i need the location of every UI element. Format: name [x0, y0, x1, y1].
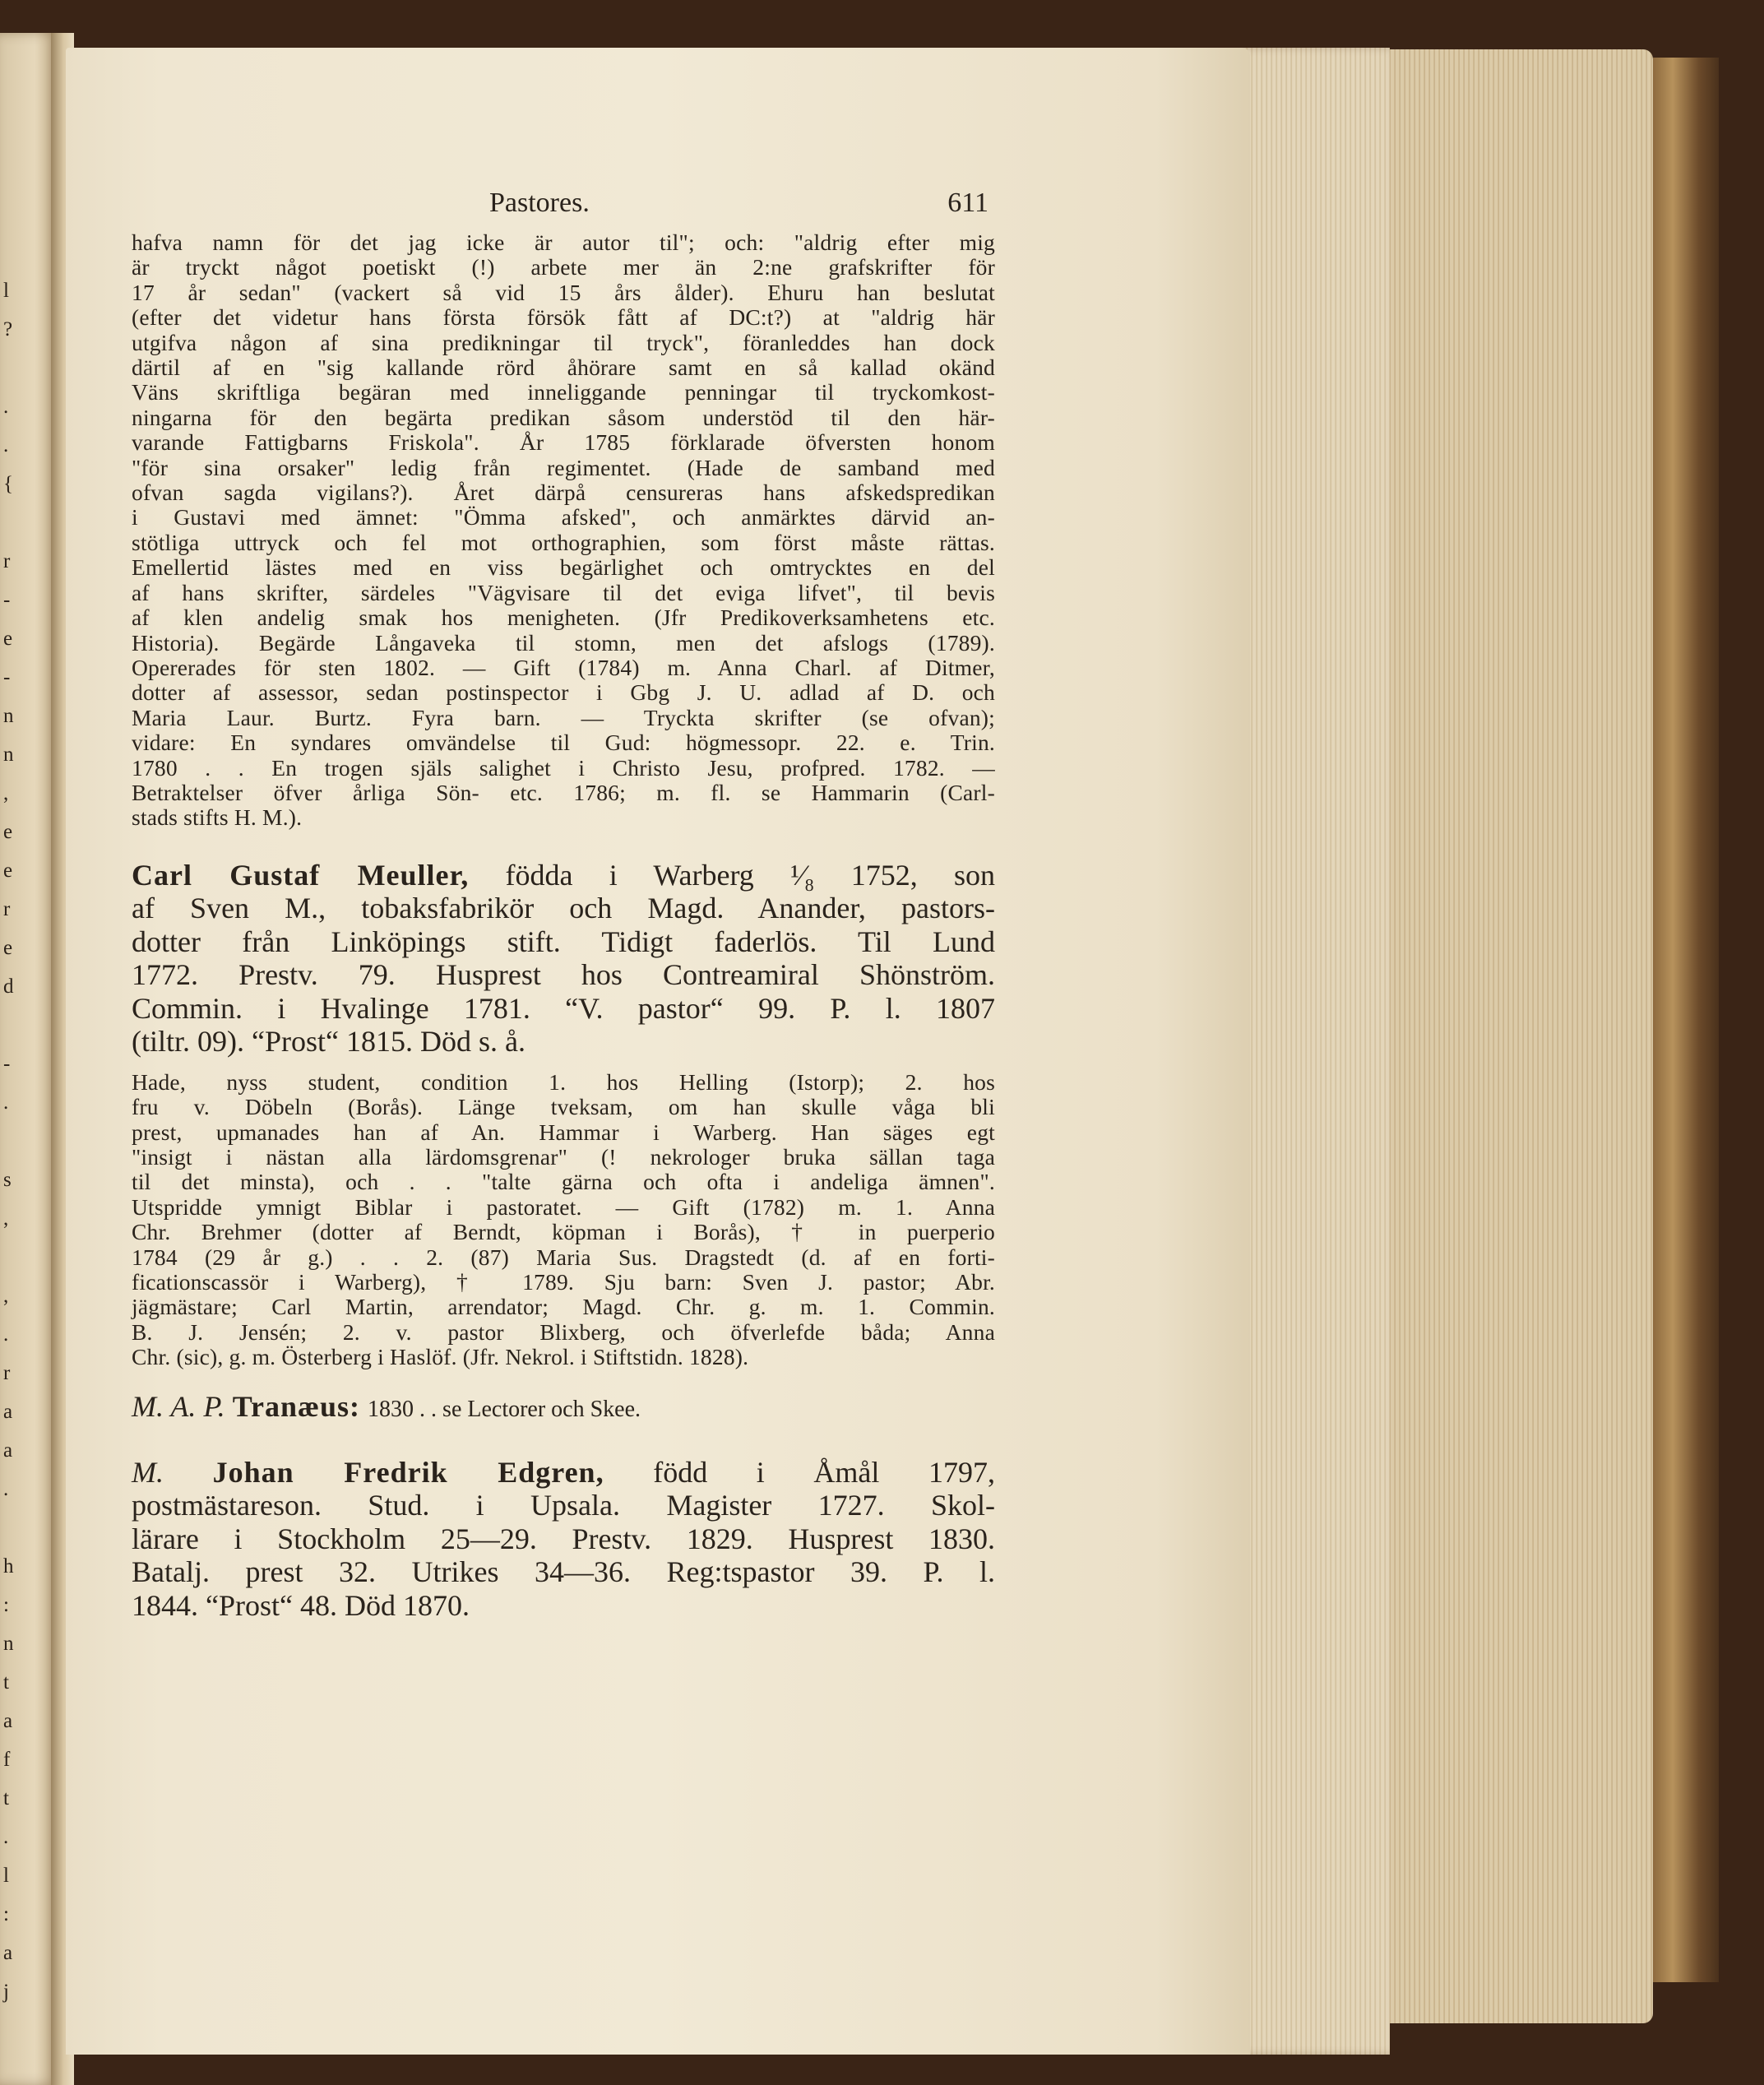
margin-letter: t: [3, 1787, 9, 1809]
meuller-note-line: til det minsta), och . . "talte gärna och ofta i andeliga ämnen".: [132, 1169, 995, 1195]
meuller-head-line: 1772. Prestv. 79. Husprest hos Contreamiral Shönström.: [132, 958, 995, 992]
left-facing-page: [0, 33, 58, 2085]
meuller-heading: [132, 859, 995, 1059]
margin-letter: -: [3, 1053, 11, 1075]
margin-letter: :: [3, 1594, 9, 1616]
continuation-line: ofvan sagda vigilans?). Året därpå censureras hans afskedspredikan: [132, 480, 995, 506]
margin-letter: a: [3, 1401, 13, 1423]
margin-letter: .: [3, 1478, 9, 1500]
margin-letter: e: [3, 628, 13, 650]
margin-letter: h: [3, 1555, 14, 1578]
meuller-head-text: födda i Warberg ¹⁄₈ 1752, son: [505, 858, 996, 892]
continuation-line: stads stifts H. M.).: [132, 804, 303, 831]
meuller-notes: [132, 1070, 995, 1370]
meuller-line-1: [132, 859, 995, 892]
continuation-line: därtil af en "sig kallande rörd åhörare samt en så kallad okänd: [132, 354, 995, 381]
continuation-line: ningarna för den begärta predikan såsom understöd til den här-: [132, 404, 995, 430]
meuller-note-line: B. J. Jensén; 2. v. pastor Blixberg, och öfverlefde båda; Anna: [132, 1318, 995, 1345]
meuller-note-line: jägmästare; Carl Martin, arrendator; Magd. Chr. g. m. 1. Commin.: [132, 1294, 995, 1320]
continuation-line: Maria Laur. Burtz. Fyra barn. — Tryckta skrifter (se ofvan);: [132, 704, 995, 730]
edgren-line: Batalj. prest 32. Utrikes 34—36. Reg:tspastor 39. P. l.: [132, 1555, 995, 1589]
meuller-head-line: dotter från Linköpings stift. Tidigt faderlös. Til Lund: [132, 924, 995, 958]
margin-letter: ,: [3, 1285, 9, 1307]
entry-edgren: [132, 1456, 995, 1623]
margin-letter: .: [3, 1323, 9, 1346]
continuation-line: Emellertid lästes med en viss begärlighet och omtrycktes en del: [132, 554, 995, 581]
edgren-heading: [132, 1456, 995, 1623]
margin-letter: n: [3, 1633, 14, 1655]
continuation-line: "för sina orsaker" ledig från regimentet. (Hade de samband med: [132, 454, 995, 480]
page-edges-front: [1234, 48, 1390, 2055]
left-page-margin-letters: [3, 271, 21, 2011]
continuation-line: varande Fattigbarns Friskola". År 1785 förklarade öfversten honom: [132, 429, 995, 456]
meuller-note-line: 1784 (29 år g.) . . 2. (87) Maria Sus. Dragstedt (d. af en forti-: [132, 1244, 995, 1270]
page-edges-back: [1382, 49, 1653, 2023]
edgren-head-text: född i Åmål 1797,: [653, 1455, 996, 1489]
meuller-note-line: Chr. (sic), g. m. Österberg i Haslöf. (Jfr. Nekrol. i Stiftstidn. 1828).: [132, 1344, 749, 1370]
margin-letter: e: [3, 937, 13, 959]
continuation-line: Väns skriftliga begäran med inneliggande penningar til tryckomkost-: [132, 379, 995, 405]
continuation-line: stötliga uttryck och fel mot orthographien, som först måste rättas.: [132, 529, 995, 555]
book-cover-edge: [1653, 58, 1719, 1982]
margin-letter: ,: [3, 782, 9, 804]
margin-letter: e: [3, 859, 13, 882]
continuation-line: utgifva någon af sina predikningar til tryck", föranleddes han dock: [132, 329, 995, 355]
continuation-line: (efter det videtur hans första försök fått af DC:t?) at "aldrig här: [132, 304, 995, 331]
continuation-line: 17 år sedan" (vackert så vid 15 års ålder). Ehuru han beslutat: [132, 279, 995, 305]
edgren-line: 1844. “Prost“ 48. Död 1870.: [132, 1588, 470, 1622]
margin-letter: [3, 1508, 21, 1547]
margin-letter: r: [3, 1362, 11, 1384]
meuller-name: Carl Gustaf Meuller,: [132, 858, 470, 892]
margin-letter: a: [3, 1942, 13, 1964]
running-head: [132, 164, 995, 230]
tranaeus-name: Tranæus:: [232, 1389, 361, 1423]
meuller-head-line: Commin. i Hvalinge 1781. “V. pastor“ 99. P. l. 1807: [132, 991, 995, 1025]
margin-letter: .: [3, 1826, 9, 1848]
tranaeus-text: 1830 . . se Lectorer och Skee.: [368, 1396, 641, 1422]
margin-letter: r: [3, 898, 11, 920]
continuation-line: är tryckt något poetiskt (!) arbete mer än 2:ne grafskrifter för: [132, 254, 995, 280]
continuation-line: hafva namn för det jag icke är autor til"; och: "aldrig efter mig: [132, 229, 995, 255]
margin-letter: :: [3, 1903, 9, 1925]
meuller-note-line: Hade, nyss student, condition 1. hos Helling (Istorp); 2. hos: [132, 1068, 995, 1095]
margin-letter: .: [3, 396, 9, 418]
margin-letter: [3, 1006, 21, 1045]
margin-letter: {: [3, 473, 13, 495]
margin-letter: l: [3, 280, 9, 302]
continuation-line: vidare: En syndares omvändelse til Gud: högmessopr. 22. e. Trin.: [132, 730, 995, 756]
margin-letter: t: [3, 1671, 9, 1693]
margin-letter: [3, 349, 21, 387]
page-number: 611: [947, 188, 988, 218]
margin-letter: e: [3, 821, 13, 843]
margin-letter: r: [3, 550, 11, 572]
margin-letter: [3, 1122, 21, 1161]
margin-letter: -: [3, 666, 11, 688]
continuation-line: Historia). Begärde Långaveka til stomn, men det afslogs (1789).: [132, 629, 995, 656]
edgren-line-1: [132, 1456, 995, 1490]
meuller-note-line: Utspridde ymnigt Biblar i pastoratet. — Gift (1782) m. 1. Anna: [132, 1193, 995, 1220]
continuation-line: dotter af assessor, sedan postinspector i Gbg J. U. adlad af D. och: [132, 679, 995, 706]
margin-letter: -: [3, 589, 11, 611]
margin-letter: ?: [3, 318, 13, 341]
margin-letter: j: [3, 1981, 9, 2003]
continuation-line: af klen andelig smak hos menigheten. (Jfr Predikoverksamhetens etc.: [132, 605, 995, 631]
margin-letter: n: [3, 705, 14, 727]
continuation-paragraph: [132, 230, 995, 831]
margin-letter: l: [3, 1865, 9, 1887]
meuller-note-line: "insigt i nästan alla lärdomsgrenar" (! nekrologer bruka sällan taga: [132, 1143, 995, 1170]
margin-letter: [3, 1238, 21, 1276]
entry-tranaeus: [132, 1390, 995, 1426]
margin-letter: d: [3, 975, 14, 998]
margin-letter: f: [3, 1749, 11, 1771]
continuation-line: af hans skrifter, särdeles "Vägvisare til det eviga lifvet", til bevis: [132, 579, 995, 605]
tranaeus-prefix: M. A. P.: [132, 1389, 225, 1423]
continuation-line: i Gustavi med ämnet: "Ömma afsked", och anmärktes därvid an-: [132, 504, 995, 531]
margin-letter: a: [3, 1439, 13, 1462]
margin-letter: [3, 503, 21, 542]
entry-meuller: [132, 859, 995, 1370]
margin-letter: .: [3, 434, 9, 456]
margin-letter: s: [3, 1169, 12, 1191]
margin-letter: ,: [3, 1207, 9, 1230]
continuation-line: Opererades för sten 1802. — Gift (1784) m. Anna Charl. af Ditmer,: [132, 654, 995, 680]
continuation-line: 1780 . . En trogen själs salighet i Christo Jesu, profpred. 1782. —: [132, 754, 995, 781]
page-text-block: [132, 164, 995, 1622]
meuller-head-line: (tiltr. 09). “Prost“ 1815. Död s. å.: [132, 1025, 525, 1059]
meuller-note-line: prest, upmanades han af An. Hammar i Warberg. Han säges egt: [132, 1119, 995, 1145]
meuller-note-line: fru v. Döbeln (Borås). Länge tveksam, om han skulle våga bli: [132, 1094, 995, 1120]
edgren-prefix: M.: [132, 1455, 164, 1489]
margin-letter: a: [3, 1710, 13, 1732]
meuller-head-line: af Sven M., tobaksfabrikör och Magd. Anander, pastors-: [132, 892, 995, 925]
edgren-name: Johan Fredrik Edgren,: [212, 1455, 604, 1489]
meuller-note-line: ficationscassör i Warberg), † 1789. Sju barn: Sven J. pastor; Abr.: [132, 1269, 995, 1295]
edgren-line: lärare i Stockholm 25—29. Prestv. 1829. Husprest 1830.: [132, 1522, 995, 1555]
running-title: Pastores.: [489, 188, 590, 218]
continuation-line: Betraktelser öfver årliga Sön- etc. 1786; m. fl. se Hammarin (Carl-: [132, 779, 995, 805]
margin-letter: .: [3, 1091, 9, 1114]
meuller-note-line: Chr. Brehmer (dotter af Berndt, köpman i Borås), † in puerperio: [132, 1219, 995, 1245]
margin-letter: n: [3, 744, 14, 766]
edgren-line: postmästareson. Stud. i Upsala. Magister 1727. Skol-: [132, 1489, 995, 1522]
